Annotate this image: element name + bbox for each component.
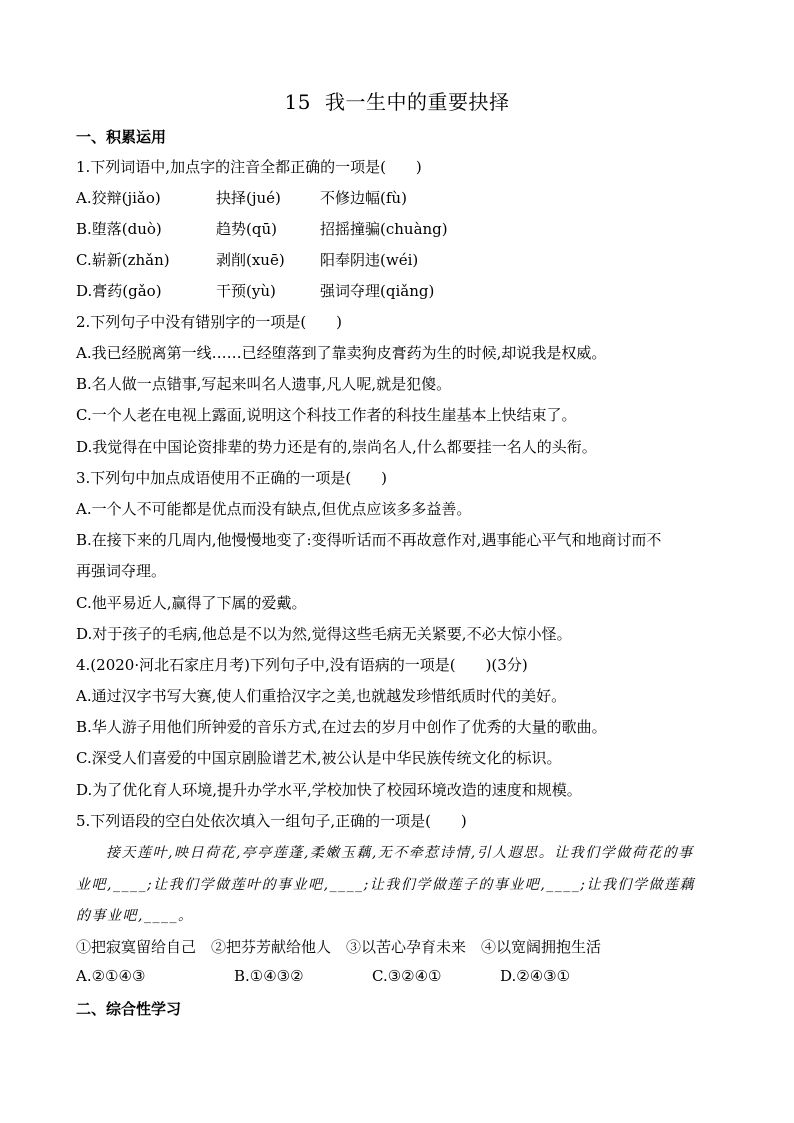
- passage-line-1: 接天莲叶,映日荷花,亭亭莲蓬,柔嫩玉藕,无不牵惹诗情,引人遐思。让我们学做荷花的事: [106, 845, 694, 861]
- question-5-stem: 5.下列语段的空白处依次填入一组句子,正确的一项是( ): [76, 812, 467, 830]
- option-a-word-2: 抉择(jué): [216, 189, 281, 207]
- option-c-word-3: 阳奉阴违(wéi): [320, 251, 419, 269]
- option-b-word-1: B.堕落(duò): [76, 220, 162, 238]
- option-d-word-1: D.膏药(gǎo): [76, 282, 162, 300]
- question-3-option-a: A.一个人不可能都是优点而没有缺点,但优点应该多多益善。: [76, 500, 472, 518]
- section-heading-2: 二、综合性学习: [76, 1000, 182, 1018]
- question-3-option-c: C.他平易近人,赢得了下属的爱戴。: [76, 594, 307, 612]
- question-4-option-b: B.华人游子用他们所钟爱的音乐方式,在过去的岁月中创作了优秀的大量的歌曲。: [76, 718, 607, 736]
- option-a-word-3: 不修边幅(fù): [320, 189, 407, 207]
- question-3-option-b-cont: 再强词夺理。: [76, 562, 167, 580]
- option-d-word-3: 强词夺理(qiǎng): [320, 282, 435, 300]
- option-c-word-1: C.崭新(zhǎn): [76, 251, 170, 269]
- choice-b: B.①④③②: [234, 967, 304, 985]
- question-4-option-a: A.通过汉字书写大赛,使人们重拾汉字之美,也就越发珍惜纸质时代的美好。: [76, 687, 567, 705]
- choice-d: D.②④③①: [500, 967, 571, 985]
- option-c-word-2: 剥削(xuē): [216, 251, 285, 269]
- question-5-sentences: ①把寂寞留给自己 ②把芬芳献给他人 ③以苦心孕育未来 ④以宽阔拥抱生活: [76, 938, 602, 956]
- question-4-option-d: D.为了优化育人环境,提升办学水平,学校加快了校园环境改造的速度和规模。: [76, 781, 582, 799]
- question-4-option-c: C.深受人们喜爱的中国京剧脸谱艺术,被公认是中华民族传统文化的标识。: [76, 749, 562, 767]
- section-heading-1: 一、积累运用: [76, 128, 167, 146]
- option-b-word-2: 趋势(qū): [216, 220, 277, 238]
- question-1-stem: 1.下列词语中,加点字的注音全都正确的一项是( ): [76, 158, 422, 176]
- question-3-stem: 3.下列句中加点成语使用不正确的一项是( ): [76, 469, 388, 487]
- question-3-option-d: D.对于孩子的毛病,他总是不以为然,觉得这些毛病无关紧要,不必大惊小怪。: [76, 625, 572, 643]
- passage-line-2: 业吧,____;让我们学做莲叶的事业吧,____;让我们学做莲子的事业吧,____;让我们学做莲藕: [76, 877, 695, 893]
- question-2-option-d: D.我觉得在中国论资排辈的势力还是有的,崇尚名人,什么都要挂一名人的头衔。: [76, 438, 597, 456]
- choice-c: C.③②④①: [372, 967, 442, 985]
- option-a-word-1: A.狡辩(jiǎo): [76, 189, 161, 207]
- question-2-stem: 2.下列句子中没有错别字的一项是( ): [76, 313, 343, 331]
- option-d-word-2: 干预(yù): [216, 282, 276, 300]
- question-3-option-b: B.在接下来的几周内,他慢慢地变了:变得听话而不再故意作对,遇事能心平气和地商讨而不: [76, 531, 662, 549]
- lesson-title: 我一生中的重要抉择: [324, 90, 510, 114]
- question-4-stem: 4.(2020·河北石家庄月考)下列句子中,没有语病的一项是( )(3分): [76, 656, 528, 674]
- page-title: [0, 86, 794, 115]
- question-2-option-a: A.我已经脱离第一线……已经堕落到了靠卖狗皮膏药为生的时候,却说我是权威。: [76, 344, 607, 362]
- question-2-option-c: C.一个人老在电视上露面,说明这个科技工作者的科技生崖基本上快结束了。: [76, 406, 577, 424]
- choice-a: A.②①④③: [76, 967, 146, 985]
- question-2-option-b: B.名人做一点错事,写起来叫名人遗事,凡人呢,就是犯傻。: [76, 375, 452, 393]
- passage-line-3: 的事业吧,____。: [76, 908, 194, 924]
- lesson-number: 15: [284, 90, 311, 114]
- option-b-word-3: 招摇撞骗(chuàng): [320, 220, 448, 238]
